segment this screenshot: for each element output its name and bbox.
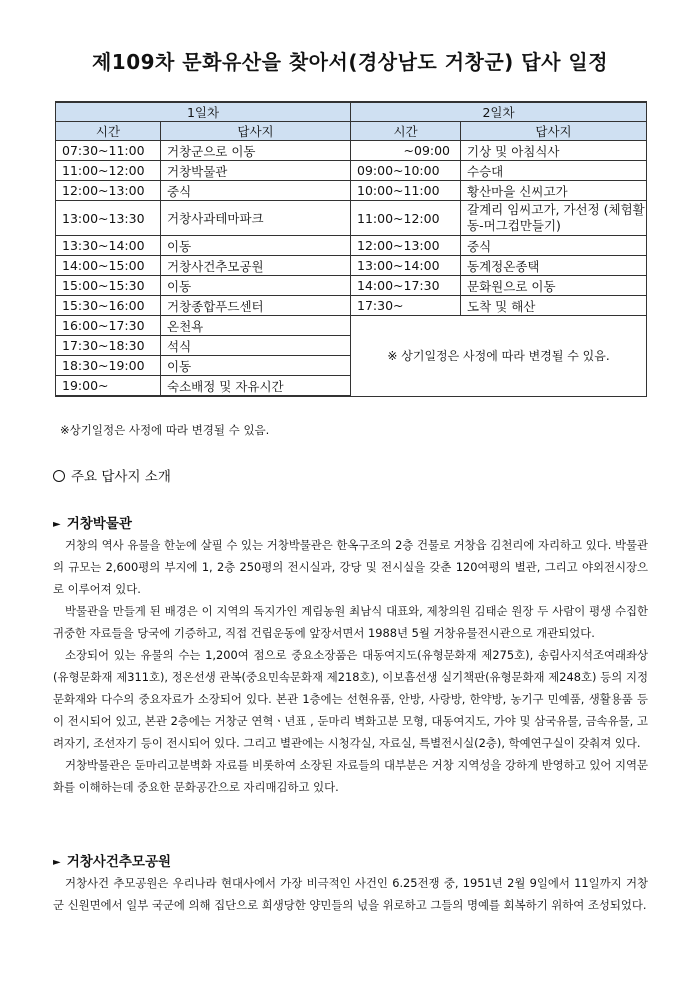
time-cell: 18:30~19:00 bbox=[56, 356, 161, 376]
day2-header: 2일차 bbox=[351, 102, 647, 122]
place-cell: 동계정온종택 bbox=[461, 256, 647, 276]
time-cell: 09:00~10:00 bbox=[351, 161, 461, 181]
place-cell: 거창군으로 이동 bbox=[161, 141, 351, 161]
paragraph: 거창박물관은 둔마리고분벽화 자료를 비롯하여 소장된 자료들의 대부분은 거창 지역성을 강하게 반영하고 있어 지역문화를 이해하는데 중요한 문화공간으로 자리매김하고 있다. bbox=[53, 758, 648, 794]
time-cell: 15:30~16:00 bbox=[56, 296, 161, 316]
table-row bbox=[56, 161, 647, 181]
time-cell: 14:00~17:30 bbox=[351, 276, 461, 296]
memorial-heading-text: 거창사건추모공원 bbox=[66, 854, 172, 870]
place-cell: 중식 bbox=[161, 181, 351, 201]
paragraph: 거창사건 추모공원은 우리나라 현대사에서 가장 비극적인 사건인 6.25전쟁 중, 1951년 2월 9일에서 11일까지 거창군 신원면에서 일부 국군에 의해 집단으로 희생당한 양민들의 넋을 위로하고 그들의 명예를 회복하기 위하여 조성되었다. bbox=[53, 876, 648, 912]
place-cell: 이동 bbox=[161, 236, 351, 256]
time-cell: 10:00~11:00 bbox=[351, 181, 461, 201]
place-cell: 석식 bbox=[161, 336, 351, 356]
col-time-day2: 시간 bbox=[351, 122, 461, 141]
time-cell: 13:30~14:00 bbox=[56, 236, 161, 256]
place-cell: 황산마을 신씨고가 bbox=[461, 181, 647, 201]
time-cell: ~09:00 bbox=[351, 141, 461, 161]
table-row bbox=[56, 141, 647, 161]
place-cell: 숙소배정 및 자유시간 bbox=[161, 376, 351, 397]
time-cell: 13:00~13:30 bbox=[56, 201, 161, 236]
table-row bbox=[56, 181, 647, 201]
page-title: 제109차 문화유산을 찾아서(경상남도 거창군) 답사 일정 bbox=[91, 50, 609, 74]
time-cell: 17:30~ bbox=[351, 296, 461, 316]
place-cell: 중식 bbox=[461, 236, 647, 256]
time-cell: 11:00~12:00 bbox=[56, 161, 161, 181]
time-cell: 15:00~15:30 bbox=[56, 276, 161, 296]
table-row bbox=[56, 276, 647, 296]
place-cell: 거창박물관 bbox=[161, 161, 351, 181]
triangle-bullet-icon: ► bbox=[53, 857, 61, 868]
col-time-day1: 시간 bbox=[56, 122, 161, 141]
place-cell: 이동 bbox=[161, 276, 351, 296]
memorial-heading bbox=[53, 850, 171, 870]
time-cell: 14:00~15:00 bbox=[56, 256, 161, 276]
place-cell: 도착 및 해산 bbox=[461, 296, 647, 316]
paragraph: 소장되어 있는 유물의 수는 1,200여 점으로 중요소장품은 대동여지도(유형문화재 제275호), 송림사지석조여래좌상(유형문화재 제311호), 정온선생 관복(중요민속문화재 제218호), 이보흠선생 실기책판(유형문화재 제248호) 등의 지정문화재와 다수의 중요자료가 소장되어 있다. 본관 1층에는 선현유품, 안방, 사랑방, 한약방, 농기구 민예품, 생활용품 등이 전시되어 있고, 본관 2층에는 거창군 연혁ㆍ년표 , 둔마리 벽화고분 모형, 대동여지도, 가야 및 삼국유물, 금속유물, 고려자기, 조선자기 등이 전시되어 있다. 그리고 별관에는 시청각실, 자료실, 특별전시실(2층), 학예연구실이 갖춰져 있다. bbox=[53, 648, 648, 750]
place-cell: 수승대 bbox=[461, 161, 647, 181]
day1-header: 1일차 bbox=[56, 102, 351, 122]
paragraph: 박물관을 만들게 된 배경은 이 지역의 독지가인 계림농원 최남식 대표와, 제창의원 김태순 원장 두 사람이 평생 수집한 귀중한 자료들을 당국에 기증하고, 직접 건립운동에 앞장서면서 1988년 5월 거창유물전시관으로 개관되었다. bbox=[53, 604, 648, 640]
table-row bbox=[56, 201, 647, 236]
place-cell: 이동 bbox=[161, 356, 351, 376]
place-cell: 온천욕 bbox=[161, 316, 351, 336]
table-row bbox=[56, 256, 647, 276]
place-cell: 거창사과테마파크 bbox=[161, 201, 351, 236]
triangle-bullet-icon: ► bbox=[53, 519, 61, 530]
table-row bbox=[56, 316, 647, 336]
col-place-day1: 답사지 bbox=[161, 122, 351, 141]
museum-heading bbox=[53, 512, 132, 532]
time-cell: 17:30~18:30 bbox=[56, 336, 161, 356]
paragraph: 거창의 역사 유물을 한눈에 살필 수 있는 거창박물관은 한옥구조의 2층 건물로 거창읍 김천리에 자리하고 있다. 박물관의 규모는 2,600평의 부지에 1, 2층 250평의 전시실과, 강당 및 전시실을 갖춘 120여평의 별관, 그리고 야외전시장으로 이루어져 있다. bbox=[53, 538, 648, 596]
time-cell: 11:00~12:00 bbox=[351, 201, 461, 236]
col-place-day2: 답사지 bbox=[461, 122, 647, 141]
section-heading bbox=[53, 465, 171, 485]
time-cell: 12:00~13:00 bbox=[351, 236, 461, 256]
schedule-note-cell: ※ 상기일정은 사정에 따라 변경될 수 있음. bbox=[351, 316, 647, 397]
time-cell: 16:00~17:30 bbox=[56, 316, 161, 336]
museum-text bbox=[53, 534, 648, 798]
place-cell: 갈계리 임씨고가, 가선정 (체험활동-머그컵만들기) bbox=[461, 201, 647, 236]
place-cell: 거창종합푸드센터 bbox=[161, 296, 351, 316]
museum-heading-text: 거창박물관 bbox=[66, 516, 132, 532]
table-footnote: ※상기일정은 사정에 따라 변경될 수 있음. bbox=[60, 423, 270, 437]
table-row bbox=[56, 236, 647, 256]
circle-bullet-icon bbox=[53, 470, 65, 482]
time-cell: 19:00~ bbox=[56, 376, 161, 397]
time-cell: 13:00~14:00 bbox=[351, 256, 461, 276]
place-cell: 문화원으로 이동 bbox=[461, 276, 647, 296]
time-cell: 07:30~11:00 bbox=[56, 141, 161, 161]
time-cell: 12:00~13:00 bbox=[56, 181, 161, 201]
memorial-text bbox=[53, 872, 648, 916]
schedule-table bbox=[55, 101, 647, 397]
place-cell: 기상 및 아침식사 bbox=[461, 141, 647, 161]
place-cell: 거창사건추모공원 bbox=[161, 256, 351, 276]
table-row bbox=[56, 296, 647, 316]
section-title: 주요 답사지 소개 bbox=[71, 469, 171, 485]
